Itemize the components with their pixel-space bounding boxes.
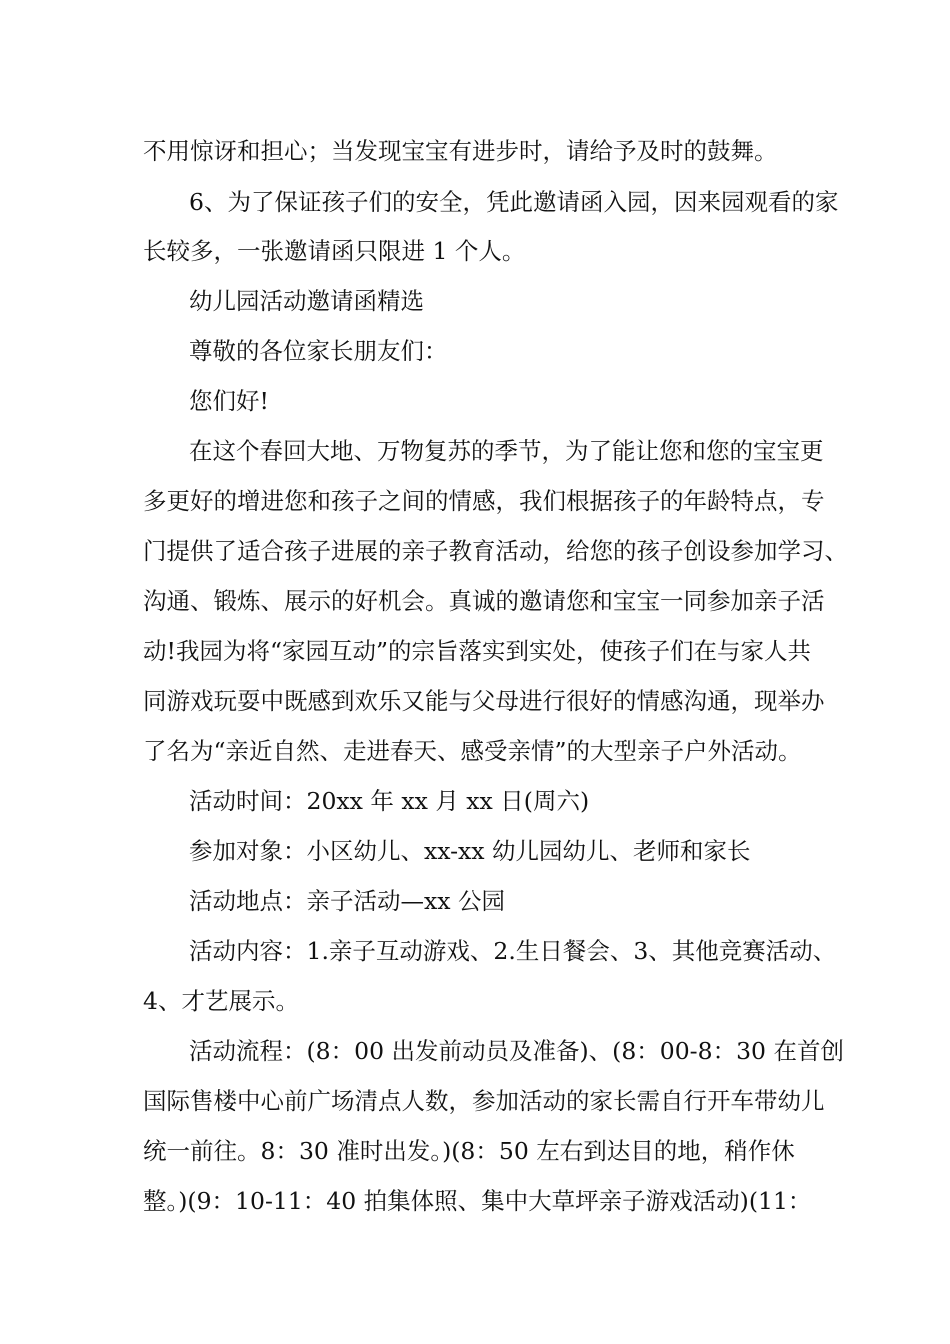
text-line: 不用惊讶和担心；当发现宝宝有进步时，请给予及时的鼓舞。 [143, 137, 778, 165]
text-line: 多更好的增进您和孩子之间的情感，我们根据孩子的年龄特点，专 [143, 487, 825, 515]
activity-location: 活动地点：亲子活动—xx 公园 [189, 887, 505, 915]
activity-content: 活动内容：1.亲子互动游戏、2.生日餐会、3、其他竞赛活动、 [189, 937, 837, 965]
text-line: 6、为了保证孩子们的安全，凭此邀请函入园，因来园观看的家 [189, 188, 839, 216]
text-line: 在这个春回大地、万物复苏的季节，为了能让您和您的宝宝更 [189, 437, 824, 465]
text-line: 了名为“亲近自然、走进春天、感受亲情”的大型亲子户外活动。 [143, 737, 802, 765]
text-line: 国际售楼中心前广场清点人数，参加活动的家长需自行开车带幼儿 [143, 1087, 825, 1115]
text-line: 统一前往。8：30 准时出发。)(8：50 左右到达目的地，稍作休 [143, 1137, 795, 1165]
text-line: 门提供了适合孩子进展的亲子教育活动，给您的孩子创设参加学习、 [143, 537, 848, 565]
text-line: 动!我园为将“家园互动”的宗旨落实到实处，使孩子们在与家人共 [143, 637, 811, 665]
activity-time: 活动时间：20xx 年 xx 月 xx 日(周六) [189, 787, 590, 815]
text-line: 4、才艺展示。 [143, 987, 299, 1015]
section-heading: 幼儿园活动邀请函精选 [189, 287, 424, 315]
text-line: 整。)(9：10-11：40 拍集体照、集中大草坪亲子游戏活动)(11： [143, 1187, 812, 1215]
text-line: 沟通、锻炼、展示的好机会。真诚的邀请您和宝宝一同参加亲子活 [143, 587, 825, 615]
text-line: 长较多，一张邀请函只限进 1 个人。 [143, 237, 526, 265]
participants: 参加对象：小区幼儿、xx-xx 幼儿园幼儿、老师和家长 [189, 837, 751, 865]
text-line: 同游戏玩耍中既感到欢乐又能与父母进行很好的情感沟通，现举办 [143, 687, 825, 715]
activity-schedule: 活动流程：(8：00 出发前动员及准备)、(8：00-8：30 在首创 [189, 1037, 844, 1065]
salutation: 尊敬的各位家长朋友们： [189, 337, 448, 365]
greeting: 您们好! [189, 387, 269, 415]
